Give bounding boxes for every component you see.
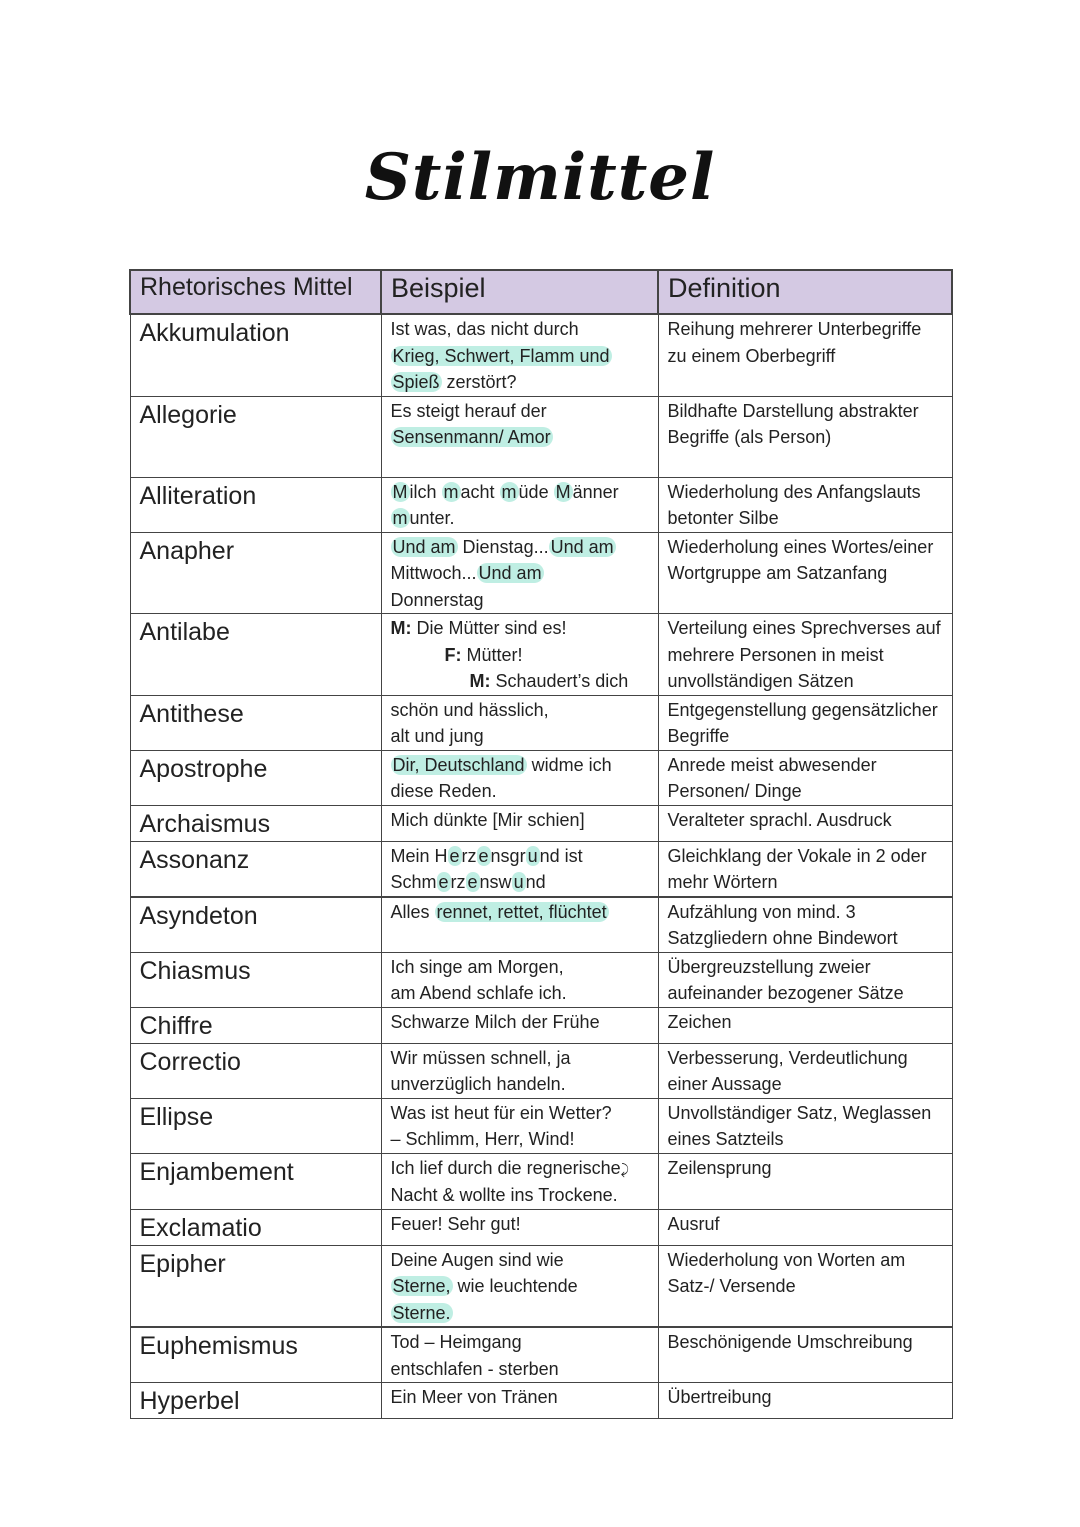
table-row [130,750,952,805]
example-text: – Schlimm, Herr, Wind! [390,1129,575,1149]
term-cell: Ellipse [130,1098,381,1153]
example-highlight: Krieg, Schwert, Flamm und [392,345,610,366]
example-text: Schm [390,872,437,892]
example-text: am Abend schlafe ich. [390,983,567,1003]
definition-cell: Verteilung eines Sprechverses auf mehrere Personen in meist unvollständigen Sätzen [658,614,952,696]
example-text: Dienstag... [457,536,549,557]
example-cell: Schwarze Milch der Frühe [381,1007,658,1043]
term-cell: Hyperbel [130,1383,381,1419]
example-text: Ist was, das nicht durch [390,319,579,339]
term-cell: Chiffre [130,1007,381,1043]
speaker-label: M: [390,618,412,638]
example-highlight: M [392,481,408,502]
example-text: Was ist heut für ein Wetter? [390,1102,612,1123]
term-cell: Euphemismus [130,1327,381,1383]
definition-cell: Zeichen [658,1007,952,1043]
table-row [130,805,952,841]
example-cell [381,396,658,477]
example-cell [381,1043,658,1098]
example-highlight: m [443,481,459,502]
definition-cell: Zeilensprung [658,1153,952,1209]
definition-cell: Wiederholung des Anfangslauts betonter Silbe [658,477,952,532]
stilmittel-table [129,269,953,1419]
table-row [130,841,952,897]
table-row [130,1327,952,1383]
example-cell [381,841,658,897]
speaker-label: F: [444,644,462,665]
example-highlight: Sterne, [392,1276,451,1296]
definition-cell: Veralteter sprachl. Ausdruck [658,805,952,841]
term-cell: Antithese [130,695,381,750]
example-text: üde [518,481,554,502]
example-cell [381,614,658,696]
term-cell: Chiasmus [130,952,381,1007]
example-highlight: M [555,481,571,502]
example-highlight: Sterne. [392,1302,451,1323]
term-cell: Archaismus [130,805,381,841]
definition-cell: Aufzählung von mind. 3 Satzgliedern ohne Bindewort [658,897,952,953]
example-text: wie leuchtende [452,1276,578,1296]
example-highlight: e [478,845,489,866]
example-text: acht [460,481,500,502]
example-text: alt und jung [390,726,484,746]
example-text: nsw [479,872,512,892]
table-row [130,614,952,696]
example-text: diese Reden. [390,781,497,801]
example-text: nd ist [539,845,583,866]
term-cell: Assonanz [130,841,381,897]
example-highlight: e [449,845,460,866]
definition-cell: Übertreibung [658,1383,952,1419]
example-text: schön und hässlich, [390,699,549,720]
example-text: Mütter! [461,644,523,665]
example-text: entschlafen - sterben [390,1358,559,1379]
example-cell [381,1098,658,1153]
term-cell: Asyndeton [130,897,381,953]
term-cell: Enjambement [130,1153,381,1209]
example-text: Tod – Heimgang [390,1332,522,1352]
example-cell [381,897,658,953]
example-text: unter. [409,508,455,528]
definition-cell: Wiederholung von Worten am Satz-/ Versende [658,1245,952,1327]
table-row [130,532,952,614]
example-highlight: Und am [392,536,456,557]
term-cell: Antilabe [130,614,381,696]
example-highlight: e [438,872,449,892]
definition-cell: Verbesserung, Verdeutlichung einer Aussage [658,1043,952,1098]
table-row [130,1383,952,1419]
example-text: Nacht & wollte ins Trockene. [390,1185,618,1205]
table-row [130,897,952,953]
example-text: änner [572,481,619,502]
example-cell [381,477,658,532]
example-text: Die Mütter sind es! [411,618,567,638]
example-highlight: rennet, rettet, flüchtet [436,901,607,922]
example-text: Donnerstag [390,589,484,610]
term-cell: Akkumulation [130,314,381,396]
table-row [130,477,952,532]
example-highlight: Dir, Deutschland [392,754,525,775]
line-break-arrow-icon: ⤸ [620,1160,630,1177]
example-text: zerstört? [441,372,517,392]
example-text: unverzüglich handeln. [390,1074,566,1094]
example-cell: Ein Meer von Tränen [381,1383,658,1419]
table-header [130,270,952,314]
definition-cell: Ausruf [658,1209,952,1245]
example-highlight: Und am [478,563,542,583]
definition-cell: Übergreuzstellung zweier aufeinander bezogener Sätze [658,952,952,1007]
term-cell: Anapher [130,532,381,614]
definition-cell: Reihung mehrerer Unterbegriffe zu einem Oberbegriff [658,314,952,396]
table-row [130,1209,952,1245]
table-row [130,1007,952,1043]
example-text: Ich lief durch die regnerische [390,1157,621,1178]
example-cell: Mich dünkte [Mir schien] [381,805,658,841]
table-row [130,952,952,1007]
term-cell: Correctio [130,1043,381,1098]
example-text: Mein H [390,845,448,866]
example-text: Mittwoch... [390,563,477,583]
example-text: rz [461,845,477,866]
definition-cell: Beschönigende Umschreibung [658,1327,952,1383]
term-cell: Allegorie [130,396,381,477]
table-row [130,314,952,396]
definition-cell: Gleichklang der Vokale in 2 oder mehr Wörtern [658,841,952,897]
column-header-example: Beispiel [381,270,658,314]
definition-cell: Unvollständiger Satz, Weglassen eines Satzteils [658,1098,952,1153]
column-header-term: Rhetorisches Mittel [130,270,381,314]
term-cell: Epipher [130,1245,381,1327]
table-row [130,1153,952,1209]
example-cell [381,1153,658,1209]
example-text: ilch [409,481,442,502]
example-cell [381,695,658,750]
example-text: Es steigt herauf der [390,400,547,421]
definition-cell: Anrede meist abwesender Personen/ Dinge [658,750,952,805]
example-cell [381,1245,658,1327]
example-cell [381,750,658,805]
example-text: nd [525,872,546,892]
term-cell: Alliteration [130,477,381,532]
example-text: Schaudert’s dich [490,671,629,691]
example-cell [381,1327,658,1383]
example-highlight: e [467,872,478,892]
table-row [130,1098,952,1153]
definition-cell: Entgegenstellung gegensätzlicher Begriffe [658,695,952,750]
term-cell: Apostrophe [130,750,381,805]
example-cell: Feuer! Sehr gut! [381,1209,658,1245]
column-header-definition: Definition [658,270,952,314]
example-highlight: Und am [550,536,614,557]
page-title: Stilmittel [364,140,716,215]
example-text: Wir müssen schnell, ja [390,1047,571,1068]
speaker-label: M: [469,671,491,691]
example-cell [381,532,658,614]
example-highlight: Sensenmann/ Amor [392,427,551,447]
example-cell [381,952,658,1007]
example-text: Ich singe am Morgen, [390,956,564,977]
table-row [130,695,952,750]
example-text: Deine Augen sind wie [390,1249,564,1270]
definition-cell: Bildhafte Darstellung abstrakter Begriffe (als Person) [658,396,952,477]
example-text: Alles [390,901,435,922]
example-text: nsgr [490,845,526,866]
example-text: widme ich [526,754,612,775]
table-row [130,1043,952,1098]
example-highlight: u [527,845,538,866]
table-row [130,1245,952,1327]
table-row [130,396,952,477]
example-highlight: m [392,508,408,528]
example-highlight: u [513,872,524,892]
term-cell: Exclamatio [130,1209,381,1245]
example-highlight: m [501,481,517,502]
example-text: rz [450,872,466,892]
definition-cell: Wiederholung eines Wortes/einer Wortgruppe am Satzanfang [658,532,952,614]
example-highlight: Spieß [392,372,440,392]
example-cell [381,314,658,396]
